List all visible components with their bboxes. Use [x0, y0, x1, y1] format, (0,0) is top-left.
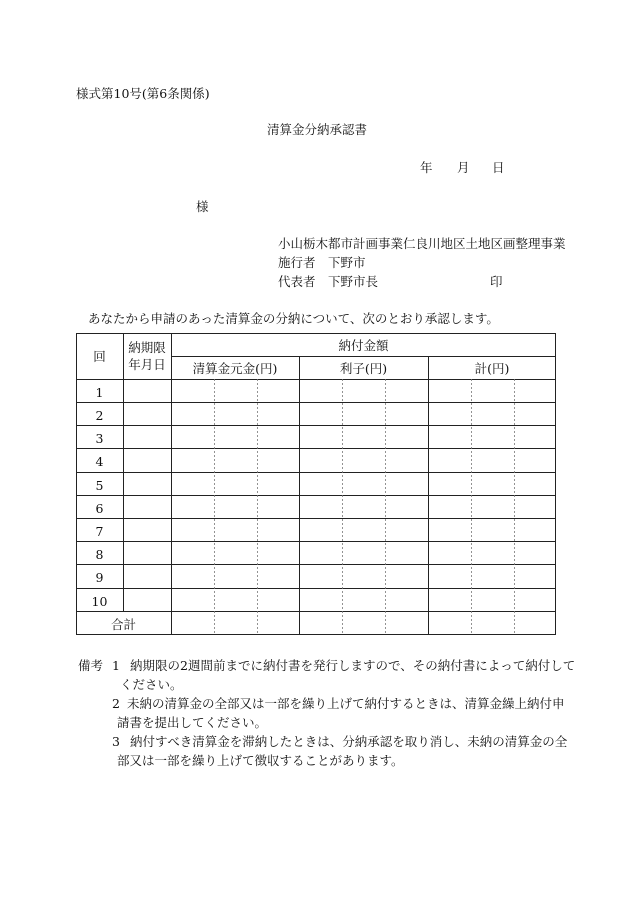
row-number: 10: [91, 594, 108, 609]
intro-text: あなたから申請のあった清算金の分納について、次のとおり承認します。: [88, 311, 499, 326]
row-number: 2: [95, 408, 104, 423]
date-day-label: 日: [492, 160, 505, 175]
form-number: 様式第10号(第6条関係): [76, 86, 210, 101]
document-title: 清算金分納承認書: [267, 122, 368, 137]
header-due-date-line1: 納期限: [128, 340, 166, 355]
row-number: 3: [95, 431, 104, 446]
notes-label: 備考: [78, 658, 104, 673]
installment-table: [76, 333, 556, 635]
note-1-line-1: 納期限の2週間前までに納付書を発行しますので、その納付書によって納付して: [130, 658, 576, 673]
note-3-line-1: 納付すべき清算金を滞納したときは、分納承認を取り消し、未納の清算金の全: [130, 734, 568, 749]
date-year-label: 年: [420, 160, 433, 175]
note-3-number: 3: [112, 734, 120, 749]
issuer-representative: 代表者 下野市長: [278, 274, 379, 289]
subheader-interest: 利子(円): [339, 361, 388, 376]
addressee-suffix: 様: [196, 199, 209, 214]
row-number: 8: [95, 547, 104, 562]
subheader-principal: 清算金元金(円): [192, 361, 278, 376]
header-due-date-line2: 年月日: [128, 357, 166, 372]
table-grid-lines: [76, 333, 556, 635]
header-payment-amount: 納付金額: [338, 338, 389, 353]
note-1-line-2: ください。: [120, 677, 183, 692]
row-number: 9: [95, 570, 104, 585]
row-number: 1: [95, 385, 104, 400]
header-count: 回: [93, 349, 106, 364]
row-number: 4: [95, 454, 104, 469]
note-1-number: 1: [112, 658, 120, 673]
note-2-number: 2: [112, 696, 120, 711]
total-label: 合計: [110, 617, 136, 632]
row-number: 7: [95, 524, 104, 539]
row-number: 5: [95, 478, 104, 493]
subheader-total: 計(円): [474, 361, 510, 376]
note-2-line-1: 未納の清算金の全部又は一部を繰り上げて納付するときは、清算金繰上納付申: [127, 696, 565, 711]
row-number: 6: [95, 501, 104, 516]
note-2-line-2: 請書を提出してください。: [117, 715, 268, 730]
issuer-project-name: 小山栃木都市計画事業仁良川地区土地区画整理事業: [278, 236, 566, 251]
date-month-label: 月: [457, 160, 470, 175]
note-3-line-2: 部又は一部を繰り上げて徴収することがあります。: [117, 753, 404, 768]
seal-mark: 印: [490, 274, 503, 289]
issuer-operator: 施行者 下野市: [278, 255, 366, 270]
